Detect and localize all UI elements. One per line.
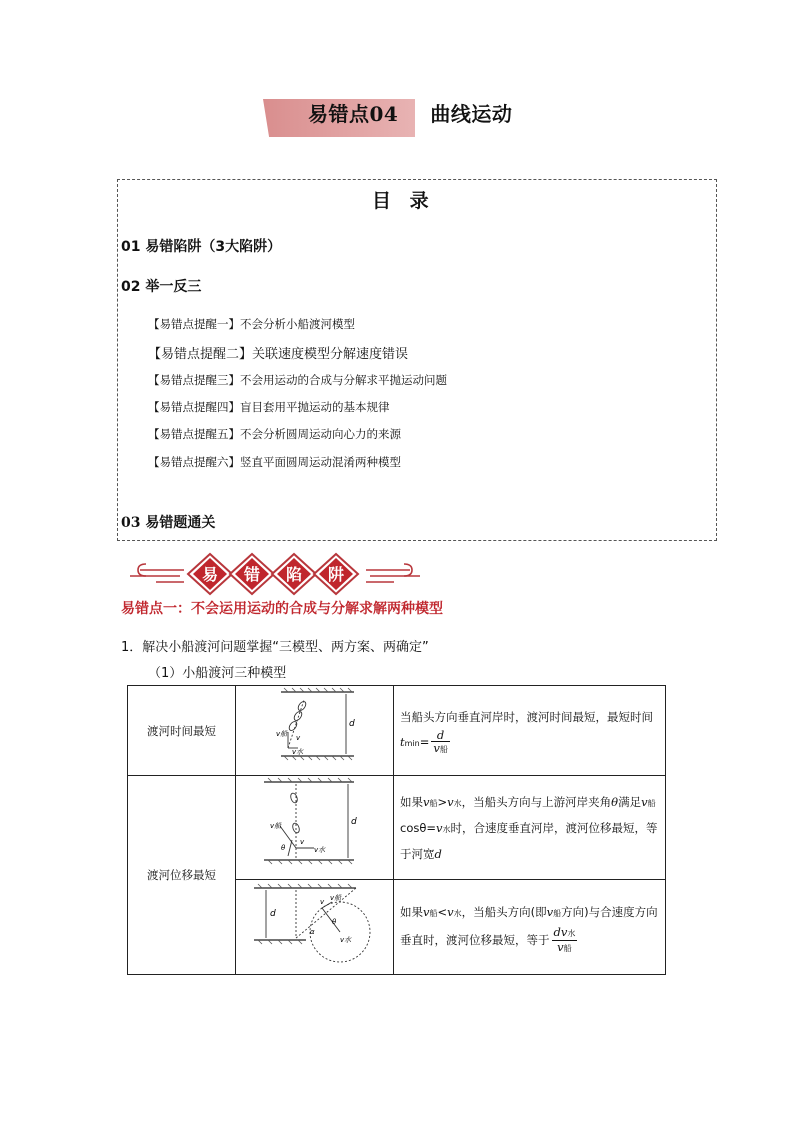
row-label-shortest-displacement: 渡河位移最短 [128,776,236,975]
diagram-displacement-a [236,776,393,876]
diagram-displacement-b [236,880,393,971]
row-text-shortest-time: 当船头方向垂直河岸时，渡河时间最短，最短时间 tmin= $\frac{d}{\text{v船}}$ [394,686,666,776]
toc-item-5[interactable]: 【易错点提醒五】不会分析圆周运动向心力的来源 [148,427,401,441]
ribbon-char-4: 阱 [327,565,345,584]
formula-min-time: $\frac{d}{\text{v船}}$ [433,728,448,755]
toc-item-6[interactable]: 【易错点提醒六】竖直平面圆周运动混淆两种模型 [148,455,401,469]
svg-text:v: v [300,838,305,846]
boat-crossing-table [127,685,666,975]
svg-text:θ: θ [281,844,286,852]
toc-item-1[interactable]: 【易错点提醒一】不会分析小船渡河模型 [148,317,355,331]
svg-text:v水: v水 [340,936,352,944]
figure-displacement-b [236,880,394,975]
svg-text:α: α [310,928,315,936]
svg-text:θ: θ [332,918,337,926]
svg-text:v船: v船 [270,822,282,830]
svg-text:v船: v船 [276,730,288,738]
section-ribbon [126,550,424,598]
svg-text:v水: v水 [314,846,326,854]
toc-item-2[interactable]: 【易错点提醒二】关联速度模型分解速度错误 [148,347,409,362]
svg-text:d: d [351,817,357,827]
row-label-shortest-time: 渡河时间最短 [128,686,236,776]
ribbon-char-1: 易 [201,565,219,584]
row-text-displacement-b: 如果v船<v水，当船头方向(即v船方向)与合速度方向垂直时，渡河位移最短，等于 $\frac{\text{dv水}}{\text{v船}}$ [394,880,666,975]
table-row [128,776,666,880]
toc-item-3[interactable]: 【易错点提醒三】不会用运动的合成与分解求平抛运动问题 [148,373,447,387]
toc-section-3[interactable]: 03 易错题通关 [121,515,216,531]
section-heading: 易错点一：不会运用运动的合成与分解求解两种模型 [121,601,443,617]
ribbon-char-2: 错 [243,565,261,584]
svg-text:d: d [349,719,355,729]
diagram-shortest-time [236,686,393,772]
row-text-displacement-a: 如果v船>v水，当船头方向与上游河岸夹角θ满足v船cosθ=v水时，合速度垂直河岸，渡河位移最短，等于河宽d [394,776,666,880]
ribbon-char-3: 陷 [285,565,303,584]
paragraph-2: （1）小船渡河三种模型 [148,666,287,681]
toc-section-1[interactable]: 01 易错陷阱（3大陷阱） [121,239,282,255]
figure-displacement-a [236,776,394,880]
table-row [128,686,666,776]
svg-text:v: v [320,898,325,906]
svg-text:v水: v水 [292,748,304,756]
toc-section-2[interactable]: 02 举一反三 [121,279,202,295]
svg-text:d: d [270,909,276,919]
toc-heading: 目 录 [372,190,435,212]
page-title: 易错点04 曲线运动 [308,102,513,126]
formula-min-displacement: $\frac{\text{dv水}}{\text{v船}}$ [553,924,576,954]
svg-text:v船: v船 [330,894,342,902]
toc-item-4[interactable]: 【易错点提醒四】盲目套用平抛运动的基本规律 [148,400,390,414]
svg-text:v: v [296,734,301,742]
paragraph-1: 1．解决小船渡河问题掌握“三模型、两方案、两确定” [121,640,429,655]
figure-shortest-time [236,686,394,776]
